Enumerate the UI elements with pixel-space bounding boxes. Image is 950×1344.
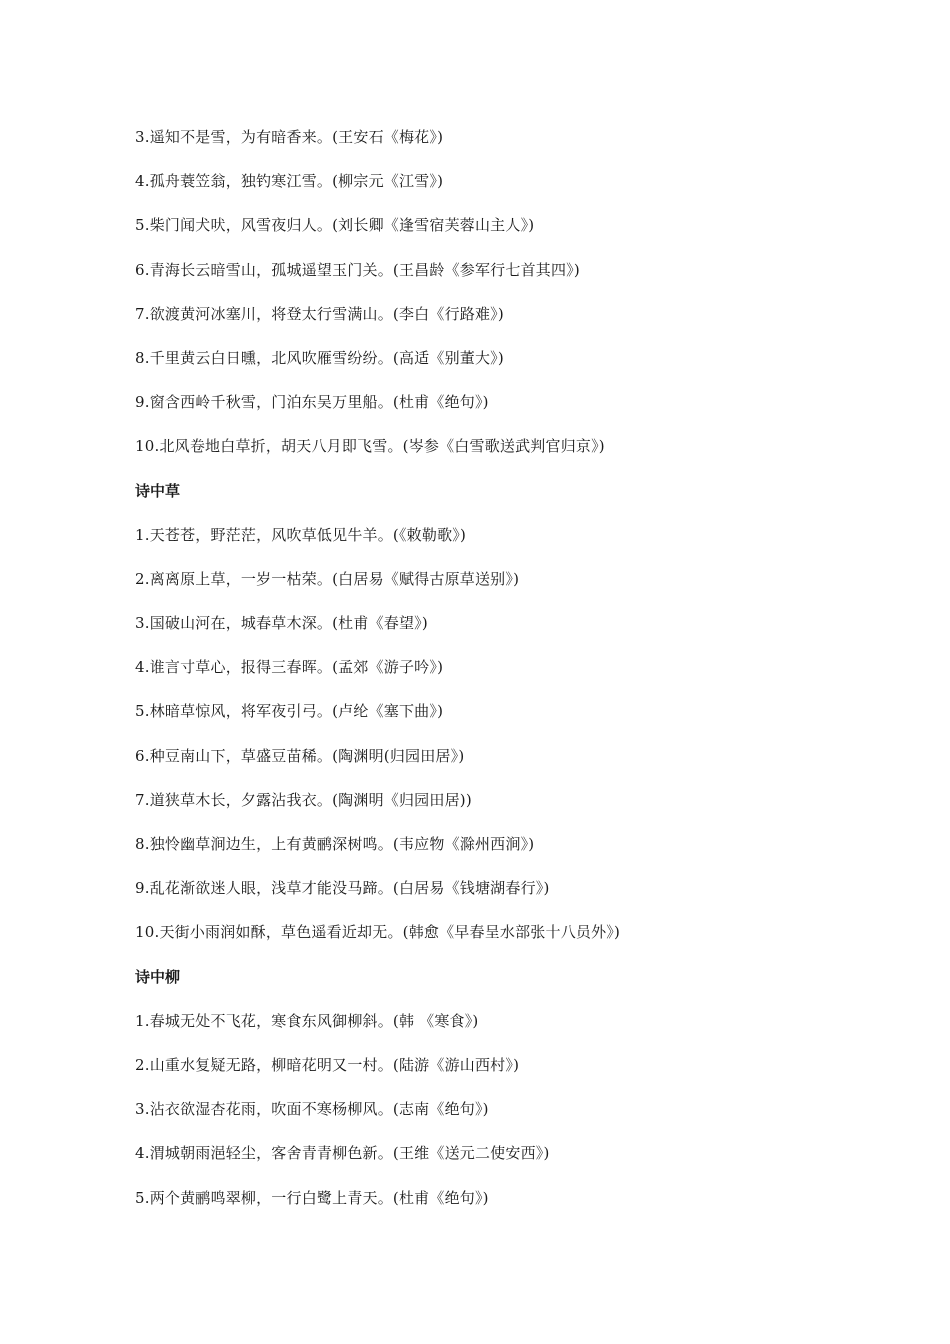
section-heading-grass: 诗中草 <box>135 481 181 500</box>
line-grass-4: 4.谁言寸草心，报得三春晖。(孟郊《游子吟》) <box>135 658 444 677</box>
line-grass-6: 6.种豆南山下，草盛豆苗稀。(陶渊明(归园田居》) <box>135 746 465 765</box>
line-snow-8: 8.千里黄云白日曛，北风吹雁雪纷纷。(高适《别董大》) <box>135 348 504 367</box>
line-willow-1: 1.春城无处不飞花，寒食东风御柳斜。(韩 《寒食》) <box>135 1011 479 1030</box>
line-willow-4: 4.渭城朝雨浥轻尘，客舍青青柳色新。(王维《送元二使安西》) <box>135 1144 550 1163</box>
line-snow-9: 9.窗含西岭千秋雪，门泊东吴万里船。(杜甫《绝句》) <box>135 393 489 412</box>
line-willow-5: 5.两个黄鹂鸣翠柳，一行白鹭上青天。(杜甫《绝句》) <box>135 1188 489 1207</box>
line-grass-7: 7.道狭草木长，夕露沾我衣。(陶渊明《归园田居)) <box>135 790 472 809</box>
line-grass-1: 1.天苍苍，野茫茫，风吹草低见牛羊。(《敕勒歌》) <box>135 525 467 544</box>
line-snow-3: 3.遥知不是雪，为有暗香来。(王安石《梅花》) <box>135 128 444 146</box>
line-snow-5: 5.柴门闻犬吠，风雪夜归人。(刘长卿《逢雪宿芙蓉山主人》) <box>135 216 535 235</box>
line-grass-9: 9.乱花渐欲迷人眼，浅草才能没马蹄。(白居易《钱塘湖春行》) <box>135 879 550 898</box>
poem-list <box>135 123 915 1228</box>
line-willow-2: 2.山重水复疑无路，柳暗花明又一村。(陆游《游山西村》) <box>135 1055 520 1074</box>
section-heading-willow: 诗中柳 <box>135 967 181 986</box>
line-grass-10: 10.天街小雨润如酥，草色遥看近却无。(韩愈《早春呈水部张十八员外》) <box>135 923 621 942</box>
line-grass-2: 2.离离原上草，一岁一枯荣。(白居易《赋得古原草送别》) <box>135 569 520 588</box>
line-grass-8: 8.独怜幽草涧边生，上有黄鹂深树鸣。(韦应物《滁州西涧》) <box>135 835 535 853</box>
line-snow-10: 10.北风卷地白草折，胡天八月即飞雪。(岑参《白雪歌送武判官归京》) <box>135 437 605 456</box>
line-snow-7: 7.欲渡黄河冰塞川，将登太行雪满山。(李白《行路难》) <box>135 304 504 323</box>
line-grass-3: 3.国破山河在，城春草木深。(杜甫《春望》) <box>135 614 428 633</box>
line-snow-6: 6.青海长云暗雪山，孤城遥望玉门关。(王昌龄《参军行七首其四》) <box>135 260 580 279</box>
line-willow-3: 3.沾衣欲湿杏花雨，吹面不寒杨柳风。(志南《绝句》) <box>135 1100 489 1119</box>
line-snow-4: 4.孤舟蓑笠翁，独钓寒江雪。(柳宗元《江雪》) <box>135 172 444 191</box>
line-grass-5: 5.林暗草惊风，将军夜引弓。(卢纶《塞下曲》) <box>135 702 444 721</box>
